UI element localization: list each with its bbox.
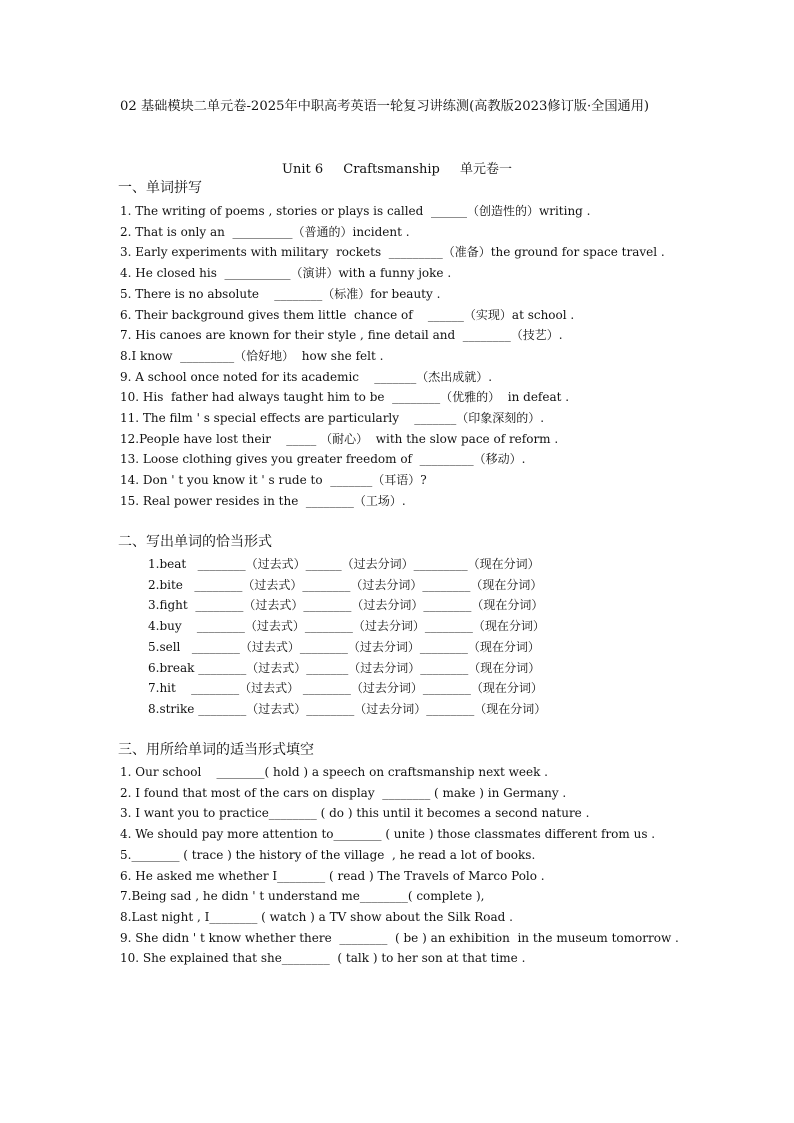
- question-item: 3. Early experiments with military rockets _________（准备）the ground for space travel .: [120, 245, 665, 260]
- question-item: 7. His canoes are known for their style , fine detail and ________（技艺）.: [120, 328, 563, 343]
- unit-topic: Craftsmanship: [343, 162, 440, 177]
- question-item: 2. That is only an __________（普通的）incident .: [120, 224, 410, 239]
- word-form-item: 4.buy ________（过去式）________（过去分词）________（现在分词）: [148, 619, 545, 634]
- unit-label: 单元卷一: [459, 162, 512, 177]
- fill-blank-item: 4. We should pay more attention to________ ( unite ) those classmates different from us .: [120, 827, 656, 842]
- question-item: 11. The film ' s special effects are particularly _______（印象深刻的）.: [120, 411, 545, 426]
- question-item: 15. Real power resides in the ________（工场）.: [120, 493, 406, 508]
- word-forms-list: [148, 554, 546, 720]
- fill-blank-item: 1. Our school ________( hold ) a speech on craftsmanship next week .: [120, 765, 548, 779]
- section-heading-spelling: 一、单词拼写: [118, 180, 202, 196]
- word-form-item: 6.break ________（过去式）_______（过去分词）________（现在分词）: [148, 660, 541, 675]
- word-form-item: 1.beat ________（过去式）______（过去分词）_________（现在分词）: [148, 557, 540, 571]
- question-item: 10. His father had always taught him to be ________（优雅的） in defeat .: [120, 390, 570, 405]
- word-form-item: 8.strike ________（过去式）________（过去分词）________（现在分词）: [148, 701, 547, 716]
- question-item: 8.I know _________（恰好地） how she felt .: [120, 348, 384, 363]
- fill-blank-item: 6. He asked me whether I________ ( read ) The Travels of Marco Polo .: [120, 868, 545, 883]
- fill-blank-item: 7.Being sad , he didn ' t understand me________( complete ),: [120, 889, 485, 904]
- section-heading-word-forms: 二、写出单词的恰当形式: [118, 534, 272, 550]
- section-heading-fill-blank: 三、用所给单词的适当形式填空: [118, 742, 314, 758]
- spelling-question-list: [120, 201, 665, 512]
- fill-blank-item: 10. She explained that she________ ( talk ) to her son at that time .: [120, 951, 526, 966]
- question-item: 4. He closed his ___________（演讲）with a funny joke .: [120, 266, 452, 281]
- word-form-item: 2.bite ________（过去式）________（过去分词）________（现在分词）: [148, 577, 543, 592]
- question-item: 9. A school once noted for its academic _______（杰出成就）.: [120, 369, 493, 384]
- question-item: 13. Loose clothing gives you greater freedom of _________（移动）.: [120, 452, 526, 467]
- fill-blank-item: 8.Last night , I________ ( watch ) a TV show about the Silk Road .: [120, 909, 513, 924]
- unit-title: [0, 160, 794, 180]
- document-title: 02 基础模块二单元卷-2025年中职高考英语一轮复习讲练测(高教版2023修订版·全国通用): [120, 99, 650, 114]
- question-item: 1. The writing of poems , stories or plays is called ______（创造性的）writing .: [120, 204, 591, 218]
- question-item: 12.People have lost their _____ （耐心） with the slow pace of reform .: [120, 431, 559, 446]
- question-item: 5. There is no absolute ________（标准）for beauty .: [120, 286, 441, 301]
- fill-blank-list: [120, 762, 679, 969]
- word-form-item: 3.fight ________（过去式）________（过去分词）________（现在分词）: [148, 598, 544, 613]
- question-item: 6. Their background gives them little chance of ______（实现）at school .: [120, 307, 575, 322]
- fill-blank-item: 3. I want you to practice________ ( do ) this until it becomes a second nature .: [120, 806, 590, 821]
- fill-blank-item: 5.________ ( trace ) the history of the village , he read a lot of books.: [120, 847, 536, 862]
- fill-blank-item: 9. She didn ' t know whether there ________ ( be ) an exhibition in the museum tomorrow .: [120, 930, 679, 945]
- word-form-item: 5.sell ________（过去式）________（过去分词）________（现在分词）: [148, 639, 540, 654]
- fill-blank-item: 2. I found that most of the cars on display ________ ( make ) in Germany .: [120, 785, 567, 800]
- word-form-item: 7.hit ________（过去式） ________（过去分词）________（现在分词）: [148, 681, 543, 696]
- question-item: 14. Don ' t you know it ' s rude to _______（耳语）?: [120, 473, 427, 488]
- unit-number: Unit 6: [281, 162, 324, 177]
